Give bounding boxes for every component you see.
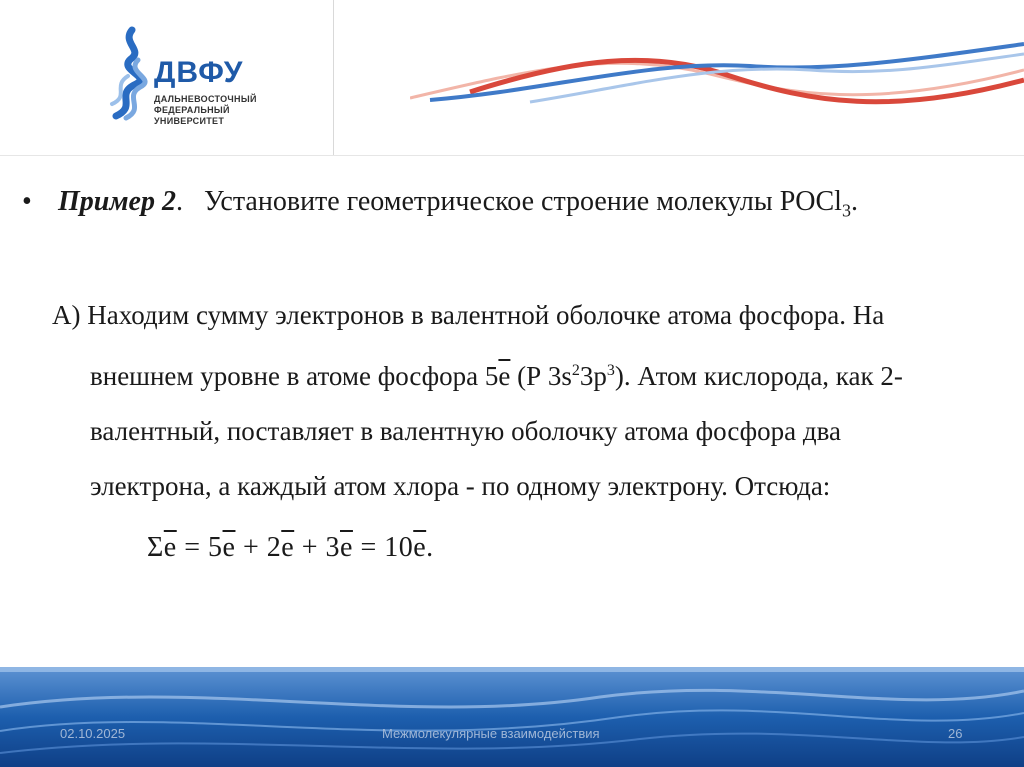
paragraph-line-3: валентный, поставляет в валентную оболочку атома фосфора два (90, 416, 841, 446)
paragraph-line-2 (52, 343, 984, 404)
formula-n1: 5 (208, 532, 223, 563)
example-task-subscript: 3 (841, 200, 851, 221)
electron-sum-formula (147, 532, 434, 564)
formula-eq-2: = (352, 532, 385, 563)
formula-plus-2: + (294, 532, 326, 563)
formula-plus-1: + (235, 532, 267, 563)
paragraph-marker: А) (52, 300, 81, 330)
electron-symbol: е (498, 361, 511, 391)
formula-e-5: е (413, 532, 427, 563)
header-divider (333, 0, 334, 155)
footer-wave-band (0, 667, 1024, 767)
formula-n2: 2 (266, 532, 282, 563)
example-task-text: Установите геометрическое строение молекулы POCl (203, 186, 842, 217)
example-label-dot: . (175, 186, 183, 217)
formula-n4: 10 (384, 532, 414, 563)
solution-paragraph (52, 288, 984, 514)
formula-e-4: е (340, 532, 353, 563)
line2-part-b: (Р 3s (510, 361, 572, 391)
line2-part-c: 3p (579, 361, 607, 391)
paragraph-line-4: электрона, а каждый атом хлора - по одному электрону. Отсюда: (90, 471, 831, 501)
header-waves-decoration (410, 30, 1024, 130)
example-heading (22, 186, 858, 222)
line2-sup-1: 2 (571, 362, 580, 379)
line2-part-a: внешнем уровне в атоме фосфора 5 (90, 361, 499, 391)
formula-end: . (426, 532, 434, 563)
formula-e-1: е (163, 532, 177, 563)
logo-helix-icon (108, 26, 154, 126)
paragraph-line-1: Находим сумму электронов в валентной оболочке атома фосфора. На (87, 300, 885, 330)
bullet-icon: • (22, 186, 32, 217)
example-label: Пример 2 (58, 186, 176, 217)
footer-page-number: 26 (948, 726, 963, 741)
header-bottom-line (0, 155, 1024, 156)
sigma-symbol: Σ (147, 532, 164, 563)
formula-e-3: е (281, 532, 295, 563)
logo-title: ДВФУ (154, 56, 244, 89)
university-logo (108, 26, 258, 126)
logo-line-3: УНИВЕРСИТЕТ (154, 116, 225, 126)
formula-e-2: е (222, 532, 236, 563)
example-task-end: . (850, 186, 858, 217)
line2-sup-2: 3 (606, 362, 615, 379)
line2-part-d: ). Атом кислорода, как 2- (614, 361, 903, 391)
footer-date: 02.10.2025 (60, 726, 126, 741)
footer-title: Межмолекулярные взаимодействия (382, 726, 600, 741)
formula-n3: 3 (325, 532, 340, 563)
formula-eq-1: = (176, 532, 209, 563)
logo-line-2: ФЕДЕРАЛЬНЫЙ (154, 105, 230, 115)
logo-line-1: ДАЛЬНЕВОСТОЧНЫЙ (154, 94, 257, 104)
